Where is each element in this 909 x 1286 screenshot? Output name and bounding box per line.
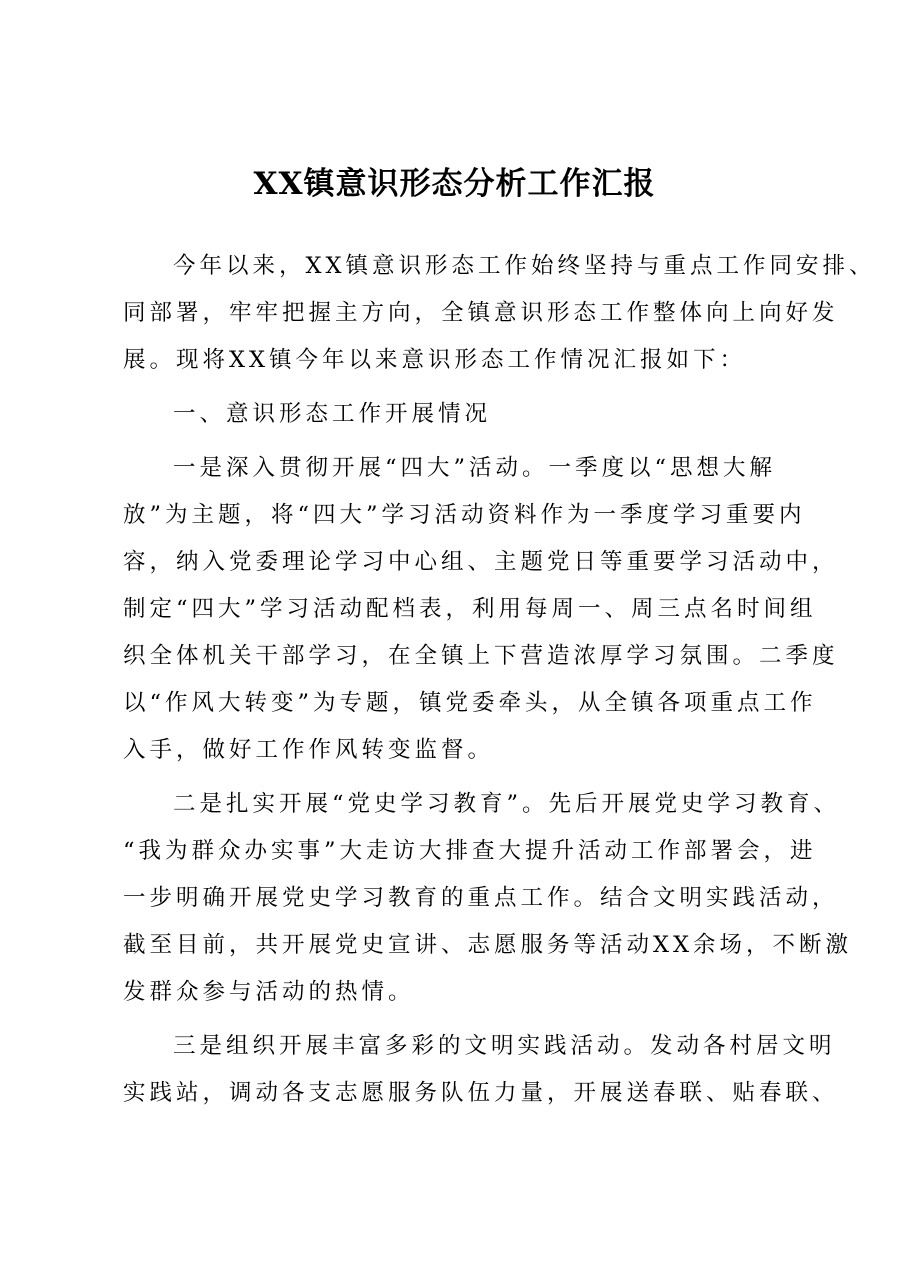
- text-line: 三是组织开展丰富多彩的文明实践活动。发动各村居文明: [173, 1033, 836, 1059]
- text-line: 以“作风大转变”为专题，镇党委牵头，从全镇各项重点工作: [123, 690, 817, 716]
- text-line: 实践站，调动各支志愿服务队伍力量，开展送春联、贴春联、: [123, 1080, 839, 1106]
- text-line: 放”为主题，将“四大”学习活动资料作为一季度学习重要内: [123, 502, 806, 528]
- paragraph-four-activities: [123, 445, 839, 774]
- text-line: 制定“四大”学习活动配档表，利用每周一、周三点名时间组: [123, 596, 817, 622]
- text-line: 容，纳入党委理论学习中心组、主题党日等重要学习活动中，: [123, 549, 839, 575]
- paragraph-intro: [123, 243, 876, 384]
- text-line: 织全体机关干部学习，在全镇上下营造浓厚学习氛围。二季度: [123, 643, 839, 669]
- text-line: 同部署，牢牢把握主方向，全镇意识形态工作整体向上向好发: [123, 300, 839, 326]
- text-line: 入手，做好工作作风转变监督。: [123, 737, 495, 763]
- text-line: 展。现将XX镇今年以来意识形态工作情况汇报如下：: [123, 347, 747, 373]
- document-body: [123, 243, 876, 1117]
- text-line: 截至目前，共开展党史宣讲、志愿服务等活动XX余场，不断激: [123, 932, 853, 958]
- text-line: 今年以来，XX镇意识形态工作始终坚持与重点工作同安排、: [173, 253, 876, 279]
- text-line: 发群众参与活动的热情。: [123, 979, 415, 1005]
- document-title: XX镇意识形态分析工作汇报: [253, 166, 656, 202]
- text-line: “我为群众办实事”大走访大排查大提升活动工作部署会，进: [123, 838, 817, 864]
- text-line: 一是深入贯彻开展“四大”活动。一季度以“思想大解: [173, 455, 777, 481]
- text-line: 一步明确开展党史学习教育的重点工作。结合文明实践活动，: [123, 885, 839, 911]
- text-line: 二是扎实开展“党史学习教育”。先后开展党史学习教育、: [173, 791, 841, 817]
- paragraph-party-history: [123, 781, 853, 1016]
- paragraph-civilization-practice: [123, 1023, 839, 1117]
- heading-line: 一、意识形态工作开展情况: [173, 401, 492, 427]
- section-heading: [123, 391, 783, 438]
